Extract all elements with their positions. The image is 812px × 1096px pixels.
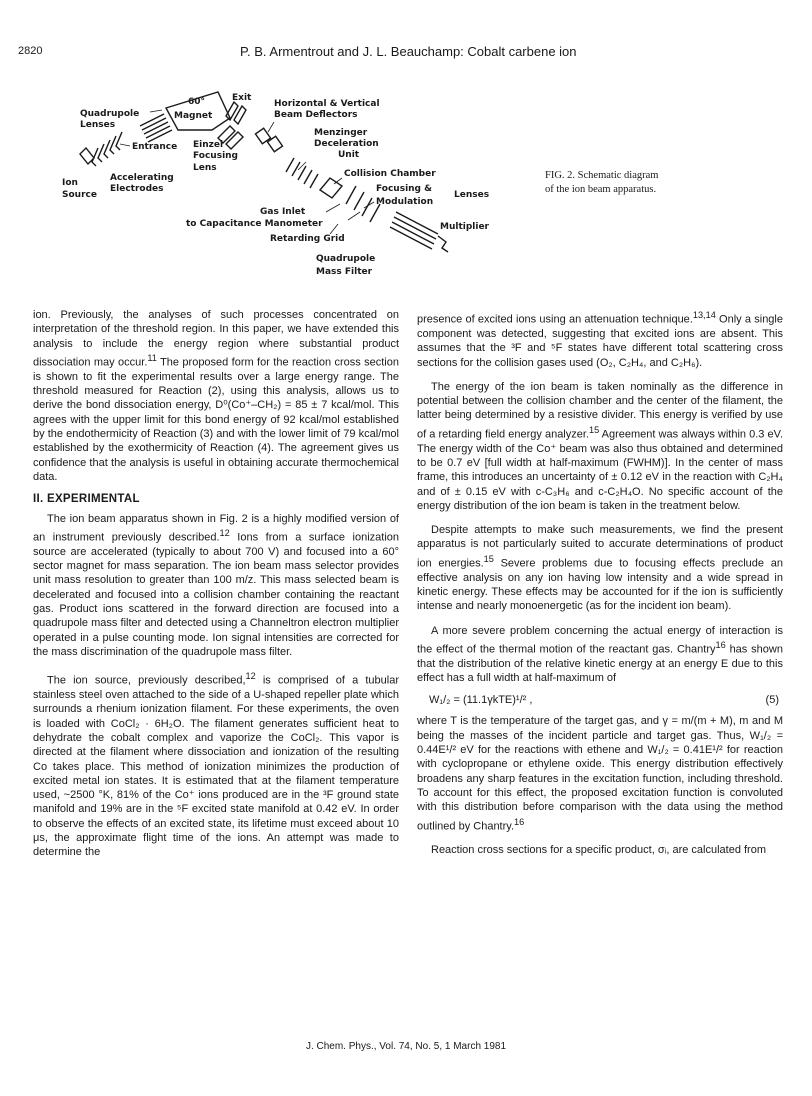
label-gas-inlet: Gas Inlet — [260, 207, 306, 217]
reference: 15 — [483, 553, 494, 564]
label-beam-deflectors: Beam Deflectors — [274, 110, 358, 120]
text: ion. Previously, the analyses of such processes concentrated on interpretation of the threshold region. In this paper, we have extended this analysis to include the energy region where substantial product dissociation may occur. — [33, 309, 399, 369]
label-qmf-1: Quadrupole — [316, 254, 376, 264]
label-lenses-2: Lenses — [454, 190, 490, 200]
label-exit: Exit — [232, 93, 252, 103]
text: is comprised of a tubular stainless steel oven attached to the side of a U-shaped repeller plate which surrounds a rhenium ionization filament. For these experiments, the oven is loaded with CoCl₂ · 6H₂O. The filament generates sufficient heat to dehydrate the cobalt complex and vaporize the CoCl₂. This vapor is directed at the filament where dissociation and ionization of the resulting Co takes place. This method of ionization minimizes the production of excited metal ion states. It is estimated that at the filament temperature used, ~2500 °K, 81% of the Co⁺ ions produced are in the ³F ground state manifold and 19% are in the ⁵F excited state manifold at 0.42 eV. In order to observe the effects of an excited state, its lifetime must exceed about 10 μs, the approximate flight time of the ions. An attempt was made to determine the — [33, 674, 399, 859]
text: Severe problems due to focusing effects preclude an effective analysis on any ion having low intensity and a wide spread in kinetic energy. These effects may be accounted for if the ion is sufficiently intense and nearly monoenergetic (as for the incident ion beam). — [417, 557, 783, 613]
label-modulation: Modulation — [376, 197, 434, 207]
reference: 16 — [715, 639, 726, 650]
figure-caption — [545, 169, 775, 196]
text: The ion source, previously described, — [47, 674, 246, 687]
beam-deflectors — [255, 128, 282, 152]
reference: 16 — [514, 816, 525, 827]
label-focusing-and: Focusing & — [376, 184, 432, 194]
left-column — [33, 308, 399, 860]
figure-caption-line-2: of the ion beam apparatus. — [545, 183, 657, 195]
right-column — [417, 308, 783, 858]
text: Only a single component was detected, suggesting that excited ions are absent. This assumes that the ³F and ⁵F states have different total scattering cross sections for the collision gases used (O₂, C₂H₄, and C₂H₆). — [417, 313, 783, 369]
deceleration-unit — [286, 158, 318, 188]
bond-energy: D⁰(Co⁺–CH₂) = 85 ± 7 kcal/mol — [215, 399, 372, 412]
multiplier-shape — [438, 236, 448, 252]
label-deceleration: Deceleration — [314, 139, 379, 149]
text: The ion beam apparatus shown in Fig. 2 is a highly modified version of an instrument previously described. — [33, 512, 399, 544]
quadrupole-mass-filter-rods — [390, 212, 438, 249]
label-source: Source — [62, 190, 97, 200]
collision-chamber — [320, 178, 342, 198]
paragraph — [417, 624, 783, 686]
label-horizontal-vertical: Horizontal & Vertical — [274, 99, 380, 109]
label-magnet: Magnet — [174, 111, 213, 121]
journal-citation: J. Chem. Phys., Vol. 74, No. 5, 1 March 1981 — [305, 1041, 507, 1052]
label-electrodes: Electrodes — [110, 184, 164, 194]
paragraph — [417, 714, 783, 833]
equation-expression: W₁/₂ = (11.1γkTE)¹/² , — [429, 694, 533, 707]
figure-caption-line-1: FIG. 2. Schematic diagram — [545, 170, 659, 181]
label-multiplier: Multiplier — [440, 222, 489, 232]
label-focusing: Focusing — [193, 151, 238, 161]
text: The proposed form for the reaction cross section is shown to fit the experimental results over a large energy range. The threshold measured for Reaction (2), using this analysis, allows us to derive the bond dissociation energy, — [33, 356, 399, 412]
text: A more severe problem concerning the actual energy of interaction is the effect of the thermal motion of the reactant gas. Chantry — [417, 624, 783, 656]
text: Despite attempts to make such measurements, we find the present apparatus is not particularly suited to accurate determinations of product ion energies. — [417, 524, 783, 570]
paragraph — [33, 669, 399, 860]
text: Ions from a surface ionization source are accelerated (typically to about 700 V) and focused into a 60° sector magnet for mass separation. The ion beam mass selector provides unit mass resolution to greater than 100 m/z. This mass selected beam is decelerated and focused into a collision chamber containing the reactant gas. Product ions scattered in the forward direction are focused into a quadrupole mass filter and detected using a Channeltron electron multiplier operated in a pulse counting mode. Ion signal intensities are corrected for the mass discrimination of the quadrupole mass filter. — [33, 531, 399, 658]
paragraph — [417, 523, 783, 613]
label-lens: Lens — [193, 163, 217, 173]
quadrupole-lens-rods — [140, 114, 172, 142]
label-capacitance-manometer: to Capacitance Manometer — [186, 219, 323, 229]
apparatus-schematic — [58, 86, 528, 291]
paragraph: Reaction cross sections for a specific product, σᵢ, are calculated from — [431, 844, 766, 857]
text: has shown that the distribution of the relative kinetic energy at an energy E due to this effect has a full width at half-maximum of — [417, 643, 783, 685]
reference: 11 — [147, 352, 157, 363]
label-accelerating: Accelerating — [110, 173, 174, 183]
label-qmf-2: Mass Filter — [316, 267, 373, 277]
equation-5 — [417, 693, 783, 709]
focusing-modulation-lenses — [346, 186, 380, 222]
paragraph — [33, 308, 399, 484]
page-number: 2820 — [18, 45, 43, 57]
label-ion: Ion — [62, 178, 78, 188]
running-title: P. B. Armentrout and J. L. Beauchamp: Cobalt carbene ion — [240, 44, 577, 59]
accelerating-electrodes — [92, 132, 122, 166]
label-collision-chamber: Collision Chamber — [344, 169, 436, 179]
paragraph — [417, 380, 783, 513]
label-menzinger: Menzinger — [314, 128, 368, 138]
label-entrance: Entrance — [132, 142, 178, 152]
text: The energy of the ion beam is taken nominally as the difference in potential between the collision chamber and the center of the filament, the latter being determined by a resistive divider. This energy is verified by use of a retarding field energy analyzer. — [417, 380, 783, 441]
reference: 15 — [588, 424, 600, 435]
equation-number: (5) — [765, 694, 779, 707]
reference: 13,14 — [692, 310, 716, 320]
reference: 12 — [219, 527, 230, 538]
label-einzel: Einzel — [193, 140, 224, 150]
text: presence of excited ions using an attenuation technique. — [417, 313, 693, 326]
label-lenses: Lenses — [80, 120, 116, 130]
label-quadrupole: Quadrupole — [80, 109, 140, 119]
section-heading: II. EXPERIMENTAL — [33, 493, 140, 506]
paragraph — [417, 308, 783, 370]
text: where T is the temperature of the target gas, and γ = m/(m + M), m and M being the masses of the incident particle and target gas. Thus, W₁/₂ = 0.44E¹/² eV for the reactions with ethene and W₁/₂ = 0.41E¹/² for reaction with cyclopropane or ethylene oxide. This energy distribution effectively broadens any sharp features in the excitation function, including threshold. To account for this effect, the proposed excitation function is convoluted with this distribution before comparison with the data using the method outlined by Chantry. — [417, 715, 783, 833]
label-60: 60° — [188, 97, 206, 107]
text: Agreement was always within 0.3 eV. The energy width of the Co⁺ beam was also thus obtained and determined to be 0.7 eV [full width at half-maximum (FWHM)]. In the center of mass frame, this introduces an uncertainty of ± 0.12 eV in the reaction with C₂H₄ and of ± 0.15 eV with c-C₃H₆ and c-C₂H₄O. No specific account of the energy distribution of the ion beam is taken in the treatment below. — [417, 428, 783, 512]
paragraph — [33, 512, 399, 660]
text: . This agrees with the upper limit for this bond energy of 92 kcal/mol established by the endothermicity of Reaction (3) and with the lower limit of 79 kcal/mol established by the exothermicity of Reaction (4). The agreement gives us confidence that the analysis is useful in obtaining accurate thermochemical data. — [33, 399, 399, 483]
reference: 12 — [245, 671, 256, 682]
exit-slits — [226, 102, 246, 124]
label-unit: Unit — [338, 150, 360, 160]
label-retarding-grid: Retarding Grid — [270, 234, 345, 244]
